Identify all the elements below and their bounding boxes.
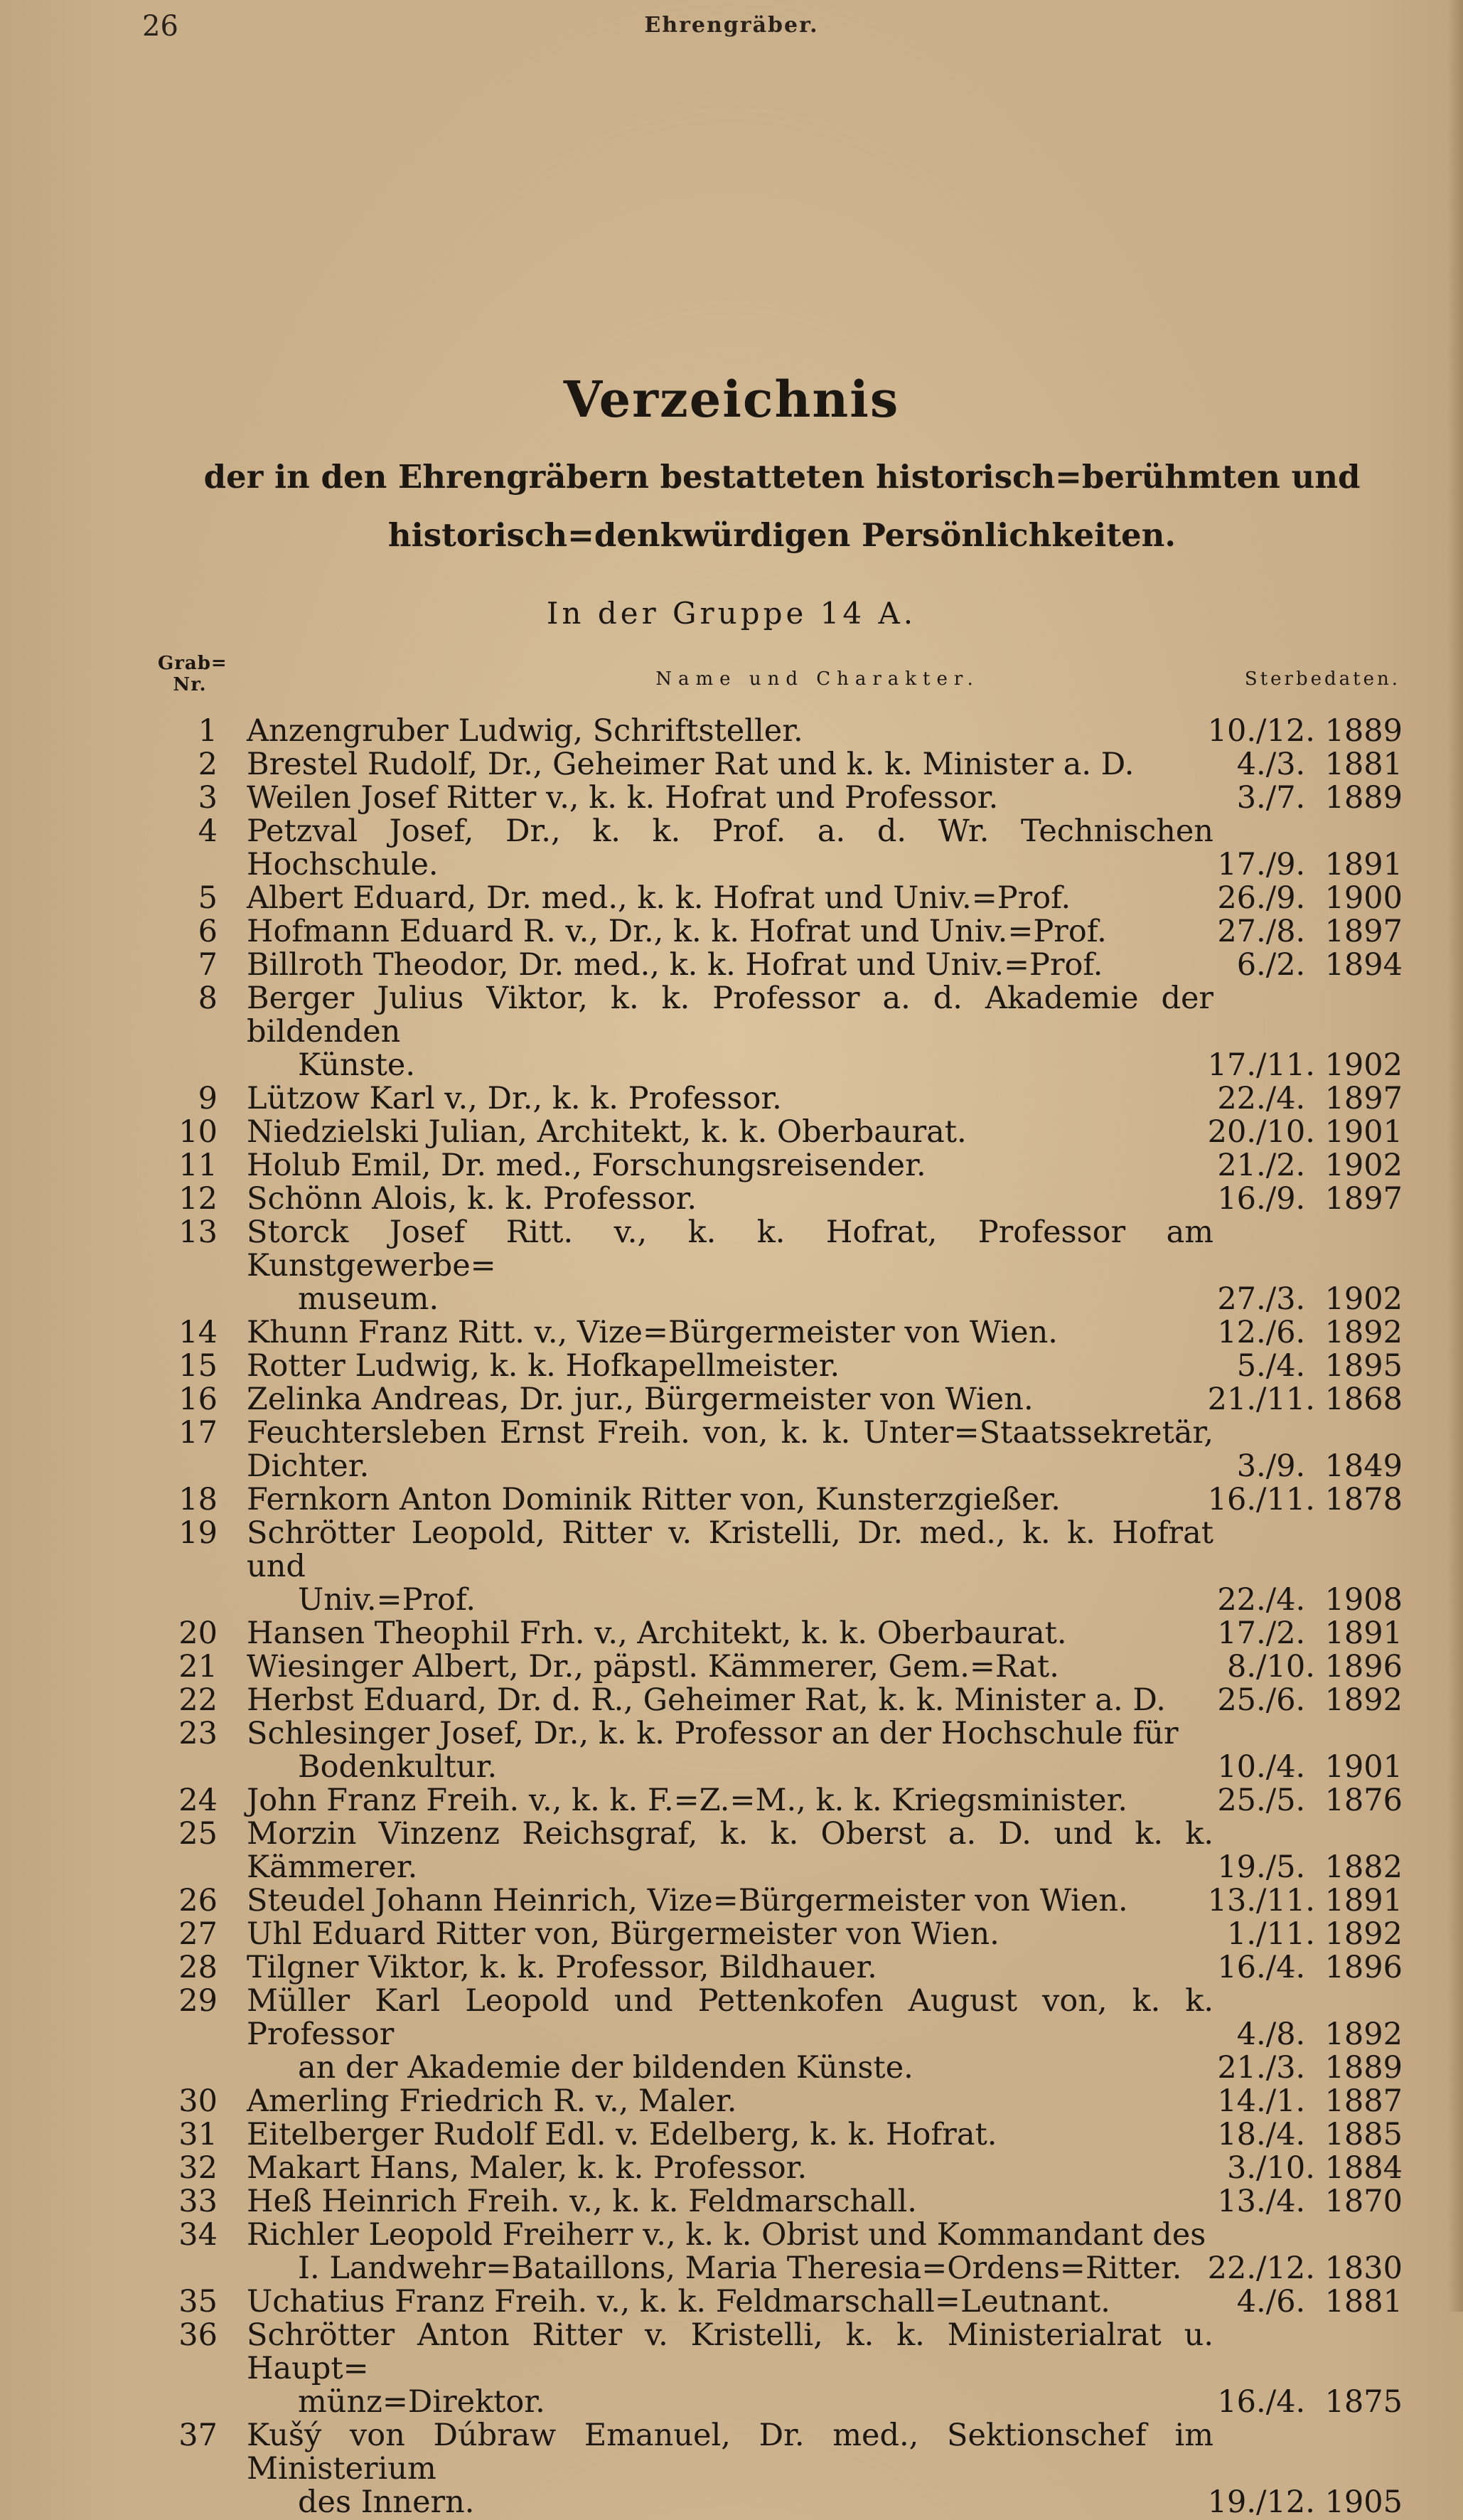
- entry-name-character: [247, 1650, 1213, 1684]
- entry-name-character: [247, 1350, 1213, 1383]
- entry-line: Schönn Alois, k. k. Professor.: [247, 1181, 697, 1217]
- list-item: [0, 1082, 1463, 1116]
- grave-number: 11: [178, 1148, 218, 1183]
- list-item: [0, 815, 1463, 882]
- page-subtitle: der in den Ehrengräbern bestatteten historisch=berühmten und historisch=denkwürdigen Persönlichkeiten.: [203, 458, 1361, 554]
- entry-name-character: [247, 1149, 1213, 1182]
- list-item: [0, 1517, 1463, 1617]
- death-date: [1227, 1650, 1403, 1684]
- death-date: [1237, 748, 1403, 781]
- grave-number: 22: [178, 1682, 218, 1718]
- list-item: [0, 1216, 1463, 1316]
- death-date-value: 16./11. 1878: [1207, 1482, 1403, 1517]
- grave-number: 2: [198, 747, 218, 782]
- death-date: [1217, 2018, 1403, 2085]
- death-date-value: 21./3. 1889: [1217, 2050, 1403, 2086]
- entry-line: Zelinka Andreas, Dr. jur., Bürgermeister von Wien.: [247, 1382, 1034, 1417]
- grave-number: 28: [178, 1950, 218, 1985]
- death-date: [1217, 1283, 1403, 1316]
- entry-name-character: [247, 1517, 1213, 1617]
- death-date: [1217, 2386, 1403, 2419]
- death-date-value: 6./2. 1894: [1236, 947, 1403, 983]
- entry-line: Niedzielski Julian, Architekt, k. k. Oberbaurat.: [247, 1114, 967, 1150]
- entry-line: Eitelberger Rudolf Edl. v. Edelberg, k. k. Hofrat.: [247, 2117, 997, 2152]
- grave-number: 19: [178, 1515, 218, 1551]
- entry-line: Amerling Friedrich R. v., Maler.: [247, 2083, 737, 2119]
- grave-number: 16: [178, 1382, 218, 1417]
- grave-number: 36: [178, 2317, 218, 2353]
- entry-name-character: [247, 2152, 1213, 2185]
- death-date-value: 5./4. 1895: [1236, 1348, 1403, 1384]
- grave-number: 12: [178, 1181, 218, 1217]
- death-date: [1208, 1483, 1403, 1517]
- entry-line: Lützow Karl v., Dr., k. k. Professor.: [247, 1081, 782, 1116]
- death-date: [1217, 1851, 1403, 1884]
- list-item: [0, 1182, 1463, 1216]
- death-date-value: 17./2. 1891: [1217, 1616, 1403, 1651]
- entry-line: Schrötter Anton Ritter v. Kristelli, k. k. Ministerialrat u. Haupt=: [247, 2317, 1213, 2386]
- death-date: [1237, 1450, 1403, 1483]
- grave-number: 34: [178, 2217, 218, 2253]
- entry-line: Steudel Johann Heinrich, Vize=Bürgermeister von Wien.: [247, 1883, 1128, 1918]
- death-date: [1217, 1149, 1403, 1182]
- entry-name-character: [247, 1383, 1213, 1416]
- list-item: [0, 1985, 1463, 2085]
- death-date: [1237, 2285, 1403, 2319]
- list-item: [0, 781, 1463, 815]
- grave-number: 29: [178, 1983, 218, 2019]
- list-item: [0, 882, 1463, 915]
- grave-number: 10: [178, 1114, 218, 1150]
- grave-number: 32: [178, 2150, 218, 2186]
- entry-name-character: [247, 1951, 1213, 1985]
- death-date-value: 13./11. 1891: [1207, 1883, 1403, 1918]
- grave-number: 3: [198, 780, 218, 816]
- grave-number: 33: [178, 2184, 218, 2219]
- death-date-value: 3./7. 1889: [1236, 780, 1403, 816]
- entry-name-character: [247, 949, 1213, 982]
- death-date: [1227, 2152, 1403, 2185]
- entry-name-character: [247, 2219, 1213, 2285]
- death-date-value: 10./12. 1889: [1207, 713, 1403, 749]
- entry-name-character: [247, 2085, 1213, 2118]
- list-item: [0, 1116, 1463, 1149]
- list-item: [0, 1650, 1463, 1684]
- grave-number: 9: [198, 1081, 218, 1116]
- death-date-value: 12./6. 1892: [1217, 1315, 1403, 1350]
- death-date: [1217, 1617, 1403, 1650]
- entry-name-character: [247, 1216, 1213, 1316]
- grave-number: 17: [178, 1415, 218, 1451]
- death-date-value: 25./6. 1892: [1217, 1682, 1403, 1718]
- entry-line-continued: I. Landwehr=Bataillons, Maria Theresia=Ordens=Ritter.: [298, 2251, 1182, 2286]
- entry-line: Wiesinger Albert, Dr., päpstl. Kämmerer, Gem.=Rat.: [247, 1649, 1059, 1685]
- entry-name-character: [247, 748, 1213, 781]
- entry-name-character: [247, 1684, 1213, 1717]
- list-item: [0, 1884, 1463, 1918]
- entry-line: John Franz Freih. v., k. k. F.=Z.=M., k. k. Kriegsminister.: [247, 1783, 1128, 1818]
- death-date: [1237, 781, 1403, 815]
- death-date: [1217, 2085, 1403, 2118]
- grave-number: 5: [198, 880, 218, 916]
- death-date-value: 21./11. 1868: [1207, 1382, 1403, 1417]
- grave-number: 18: [178, 1482, 218, 1517]
- entry-name-character: [247, 781, 1213, 815]
- entry-line-continued: münz=Direktor.: [298, 2384, 545, 2420]
- list-item: [0, 982, 1463, 1082]
- death-date: [1208, 715, 1403, 748]
- death-date-value: 4./8. 1892: [1236, 2017, 1403, 2052]
- grave-number: 26: [178, 1883, 218, 1918]
- list-item: [0, 1918, 1463, 1951]
- death-date-value: 25./5. 1876: [1217, 1783, 1403, 1818]
- list-item: [0, 2085, 1463, 2118]
- death-date: [1208, 1383, 1403, 1416]
- death-date: [1217, 848, 1403, 882]
- grave-number: 1: [198, 713, 218, 749]
- entry-line: Schrötter Leopold, Ritter v. Kristelli, Dr. med., k. k. Hofrat und: [247, 1515, 1213, 1584]
- entry-name-character: [247, 1784, 1213, 1817]
- list-item: [0, 1316, 1463, 1350]
- entry-name-character: [247, 1617, 1213, 1650]
- entry-line: Makart Hans, Maler, k. k. Professor.: [247, 2150, 808, 2186]
- death-date-value: 22./12. 1830: [1207, 2251, 1403, 2286]
- death-date-value: 20./10. 1901: [1207, 1114, 1403, 1150]
- grave-number: 13: [178, 1214, 218, 1250]
- death-date-value: 3./10. 1884: [1227, 2150, 1403, 2186]
- entry-name-character: [247, 982, 1213, 1082]
- death-date-value: 17./11. 1902: [1207, 1047, 1403, 1083]
- death-date: [1208, 2486, 1403, 2519]
- entry-line: Heß Heinrich Freih. v., k. k. Feldmarschall.: [247, 2184, 917, 2219]
- death-date: [1217, 2118, 1403, 2152]
- death-date-value: 14./1. 1887: [1217, 2083, 1403, 2119]
- column-header-name: Name und Charakter.: [655, 668, 980, 690]
- grave-number: 6: [198, 914, 218, 949]
- entry-name-character: [247, 2319, 1213, 2419]
- list-item: [0, 1817, 1463, 1884]
- entry-line-continued: Bodenkultur.: [298, 1749, 498, 1785]
- group-heading: In der Gruppe 14 A.: [546, 596, 917, 631]
- death-date: [1217, 915, 1403, 949]
- grave-number: 23: [178, 1716, 218, 1751]
- death-date-value: 8./10. 1896: [1227, 1649, 1403, 1685]
- entry-line: Hofmann Eduard R. v., Dr., k. k. Hofrat und Univ.=Prof.: [247, 914, 1107, 949]
- entry-list: [0, 715, 1463, 2519]
- entry-line: Uhl Eduard Ritter von, Bürgermeister von Wien.: [247, 1916, 1000, 1952]
- death-date-value: 3./9. 1849: [1236, 1448, 1403, 1484]
- entry-name-character: [247, 1082, 1213, 1116]
- death-date: [1227, 1918, 1403, 1951]
- entry-line: Khunn Franz Ritt. v., Vize=Bürgermeister von Wien.: [247, 1315, 1058, 1350]
- entry-name-character: [247, 1316, 1213, 1350]
- list-item: [0, 1483, 1463, 1517]
- grave-number: 4: [198, 813, 218, 849]
- grave-number: 31: [178, 2117, 218, 2152]
- list-item: [0, 1350, 1463, 1383]
- entry-name-character: [247, 1884, 1213, 1918]
- death-date-value: 19./12. 1905: [1207, 2484, 1403, 2520]
- column-header-grab-nr: Grab= Nr.: [158, 653, 227, 695]
- death-date-value: 22./4. 1897: [1217, 1081, 1403, 1116]
- death-date: [1208, 1884, 1403, 1918]
- entry-name-character: [247, 1416, 1213, 1483]
- death-date: [1237, 949, 1403, 982]
- entry-line: Albert Eduard, Dr. med., k. k. Hofrat und Univ.=Prof.: [247, 880, 1071, 916]
- list-item: [0, 1784, 1463, 1817]
- list-item: [0, 2285, 1463, 2319]
- entry-line: Richler Leopold Freiherr v., k. k. Obrist und Kommandant des: [247, 2217, 1206, 2253]
- grave-number: 24: [178, 1783, 218, 1818]
- death-date: [1217, 882, 1403, 915]
- death-date: [1217, 2185, 1403, 2219]
- list-item: [0, 1717, 1463, 1784]
- entry-line: Weilen Josef Ritter v., k. k. Hofrat und Professor.: [247, 780, 999, 816]
- page-title: Verzeichnis: [563, 370, 900, 429]
- death-date-value: 18./4. 1885: [1217, 2117, 1403, 2152]
- death-date-value: 16./4. 1875: [1217, 2384, 1403, 2420]
- list-item: [0, 2118, 1463, 2152]
- entry-name-character: [247, 1985, 1213, 2085]
- death-date-value: 13./4. 1870: [1217, 2184, 1403, 2219]
- death-date: [1217, 1784, 1403, 1817]
- death-date: [1217, 1584, 1403, 1617]
- death-date-value: 27./3. 1902: [1217, 1281, 1403, 1317]
- grave-number: 20: [178, 1616, 218, 1651]
- grave-number: 15: [178, 1348, 218, 1384]
- death-date-value: 27./8. 1897: [1217, 914, 1403, 949]
- grave-number: 30: [178, 2083, 218, 2119]
- death-date-value: 16./4. 1896: [1217, 1950, 1403, 1985]
- entry-line-continued: Künste.: [298, 1047, 416, 1083]
- entry-line: Storck Josef Ritt. v., k. k. Hofrat, Professor am Kunstgewerbe=: [247, 1214, 1213, 1283]
- grave-number: 21: [178, 1649, 218, 1685]
- death-date: [1208, 1116, 1403, 1149]
- entry-name-character: [247, 882, 1213, 915]
- death-date-value: 22./4. 1908: [1217, 1582, 1403, 1618]
- entry-name-character: [247, 1116, 1213, 1149]
- entry-line: Morzin Vinzenz Reichsgraf, k. k. Oberst a. D. und k. k. Kämmerer.: [247, 1816, 1213, 1885]
- list-item: [0, 1951, 1463, 1985]
- entry-name-character: [247, 2419, 1213, 2519]
- entry-line: Holub Emil, Dr. med., Forschungsreisender.: [247, 1148, 926, 1183]
- entry-name-character: [247, 915, 1213, 949]
- death-date: [1237, 1350, 1403, 1383]
- entry-line: Petzval Josef, Dr., k. k. Prof. a. d. Wr. Technischen Hochschule.: [247, 813, 1213, 882]
- entry-line: Tilgner Viktor, k. k. Professor, Bildhauer.: [247, 1950, 877, 1985]
- entry-line-continued: des Innern.: [298, 2484, 475, 2520]
- entry-name-character: [247, 1817, 1213, 1884]
- list-item: [0, 1416, 1463, 1483]
- entry-line: Feuchtersleben Ernst Freih. von, k. k. Unter=Staatssekretär, Dichter.: [247, 1415, 1213, 1484]
- grave-number: 35: [178, 2284, 218, 2319]
- death-date-value: 21./2. 1902: [1217, 1148, 1403, 1183]
- death-date: [1217, 1684, 1403, 1717]
- entry-name-character: [247, 1918, 1213, 1951]
- death-date: [1217, 1082, 1403, 1116]
- list-item: [0, 748, 1463, 781]
- running-head: Ehrengräber.: [644, 13, 819, 38]
- entry-line: Hansen Theophil Frh. v., Architekt, k. k. Oberbaurat.: [247, 1616, 1067, 1651]
- entry-line: Berger Julius Viktor, k. k. Professor a. d. Akademie der bildenden: [247, 981, 1213, 1050]
- list-item: [0, 1383, 1463, 1416]
- grave-number: 14: [178, 1315, 218, 1350]
- grave-number: 27: [178, 1916, 218, 1952]
- entry-name-character: [247, 815, 1213, 882]
- death-date: [1208, 2252, 1403, 2285]
- list-item: [0, 1684, 1463, 1717]
- death-date-value: 16./9. 1897: [1217, 1181, 1403, 1217]
- entry-line: Müller Karl Leopold und Pettenkofen August von, k. k. Professor: [247, 1983, 1213, 2052]
- page-header: [0, 10, 1463, 53]
- list-item: [0, 2319, 1463, 2419]
- death-date-value: 26./9. 1900: [1217, 880, 1403, 916]
- entry-line-continued: an der Akademie der bildenden Künste.: [298, 2050, 913, 2086]
- entry-line: Herbst Eduard, Dr. d. R., Geheimer Rat, k. k. Minister a. D.: [247, 1682, 1166, 1718]
- entry-line: Rotter Ludwig, k. k. Hofkapellmeister.: [247, 1348, 840, 1384]
- entry-name-character: [247, 2185, 1213, 2219]
- grave-number: 37: [178, 2418, 218, 2453]
- death-date-value: 4./3. 1881: [1236, 747, 1403, 782]
- death-date: [1217, 1316, 1403, 1350]
- page-number: 26: [142, 10, 178, 43]
- entry-name-character: [247, 1182, 1213, 1216]
- list-item: [0, 949, 1463, 982]
- list-item: [0, 915, 1463, 949]
- list-item: [0, 715, 1463, 748]
- list-item: [0, 2419, 1463, 2519]
- entry-line-continued: Univ.=Prof.: [298, 1582, 476, 1618]
- death-date-value: 17./9. 1891: [1217, 847, 1403, 882]
- death-date-value: 4./6. 1881: [1236, 2284, 1403, 2319]
- death-date-value: 1./11. 1892: [1227, 1916, 1403, 1952]
- entry-line: Uchatius Franz Freih. v., k. k. Feldmarschall=Leutnant.: [247, 2284, 1110, 2319]
- entry-line: Schlesinger Josef, Dr., k. k. Professor an der Hochschule für: [247, 1716, 1179, 1751]
- list-item: [0, 1617, 1463, 1650]
- death-date-value: 19./5. 1882: [1217, 1849, 1403, 1885]
- death-date: [1217, 1182, 1403, 1216]
- death-date: [1217, 1751, 1403, 1784]
- entry-line-continued: museum.: [298, 1281, 439, 1317]
- entry-line: Kušý von Dúbraw Emanuel, Dr. med., Sektionschef im Ministerium: [247, 2418, 1213, 2487]
- entry-line: Brestel Rudolf, Dr., Geheimer Rat und k. k. Minister a. D.: [247, 747, 1135, 782]
- entry-name-character: [247, 1483, 1213, 1517]
- list-item: [0, 2219, 1463, 2285]
- entry-line: Fernkorn Anton Dominik Ritter von, Kunsterzgießer.: [247, 1482, 1061, 1517]
- death-date-value: 10./4. 1901: [1217, 1749, 1403, 1785]
- death-date: [1208, 1049, 1403, 1082]
- entry-name-character: [247, 2285, 1213, 2319]
- list-item: [0, 1149, 1463, 1182]
- entry-name-character: [247, 715, 1213, 748]
- entry-name-character: [247, 1717, 1213, 1784]
- entry-line: Anzengruber Ludwig, Schriftsteller.: [247, 713, 803, 749]
- grave-number: 7: [198, 947, 218, 983]
- death-date: [1217, 1951, 1403, 1985]
- page-edge-shadow: [1447, 0, 1463, 2312]
- list-item: [0, 2185, 1463, 2219]
- grave-number: 8: [198, 981, 218, 1016]
- list-item: [0, 2152, 1463, 2185]
- column-header-dates: Sterbedaten.: [1244, 668, 1400, 690]
- grave-number: 25: [178, 1816, 218, 1852]
- entry-line: Billroth Theodor, Dr. med., k. k. Hofrat und Univ.=Prof.: [247, 947, 1103, 983]
- entry-name-character: [247, 2118, 1213, 2152]
